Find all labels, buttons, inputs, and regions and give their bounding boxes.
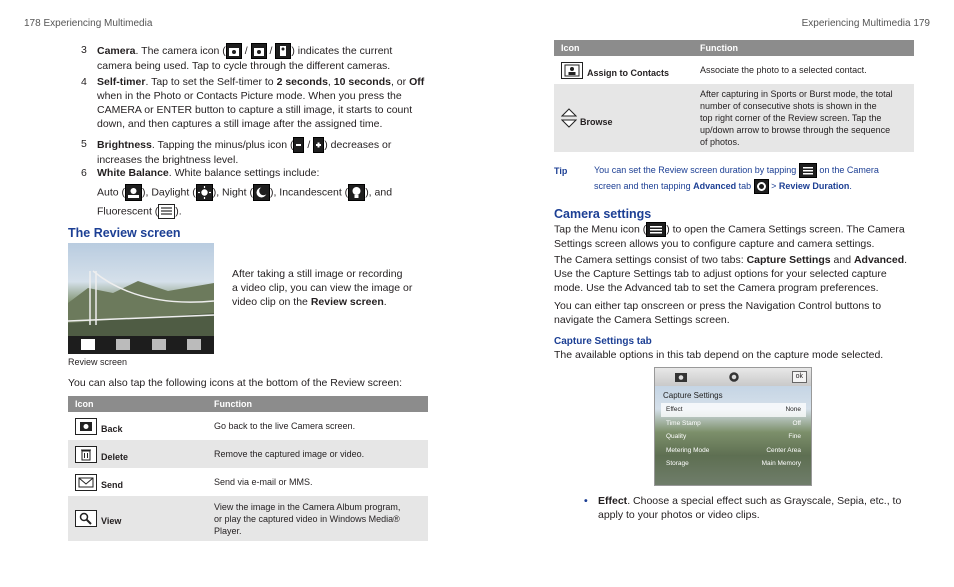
capture-settings-tab-text: The available options in this tab depend on the capture mode selected. — [554, 349, 884, 361]
wb-daylight-icon — [196, 184, 213, 201]
camera-tab-icon — [673, 371, 689, 383]
table-row — [68, 412, 428, 440]
setting-label: Storage — [666, 460, 689, 468]
tip-line: You can set the Review screen duration by tapping — [594, 165, 799, 175]
option-10-seconds: 10 seconds — [333, 76, 391, 88]
capture-settings-bold: Capture Settings — [746, 254, 831, 266]
review-description — [232, 267, 432, 309]
item-number-3: 3 — [81, 44, 87, 56]
camera-front-icon — [275, 43, 291, 59]
function-text: View the image in the Camera Album program, — [214, 501, 401, 512]
table-row — [68, 496, 428, 541]
item-text: ) indicates the current — [291, 44, 393, 57]
item-brightness — [97, 137, 427, 167]
item-title: Self-timer — [97, 76, 146, 88]
view-magnifier-icon — [75, 510, 97, 527]
tip-advanced: Advanced — [693, 181, 737, 192]
para-line: mode. Use the Advanced tab to set the Camera program preferences. — [554, 282, 879, 294]
item-text: down, and then captures a still image after the assigned time. — [97, 118, 383, 130]
para-line: Use the Capture Settings tab to adjust options for your selected capture — [554, 268, 887, 280]
browse-up-down-icon — [561, 108, 577, 128]
tap-icons-text: You can also tap the following icons at the bottom of the Review screen: — [68, 377, 403, 389]
tip-line: screen and then tapping — [594, 181, 694, 192]
function-text: of photos. — [700, 137, 740, 147]
item-text: . The camera icon ( — [135, 44, 226, 57]
wb-label: ), Night ( — [212, 186, 253, 199]
para-line: . — [904, 254, 908, 266]
icon-name-view: View — [101, 516, 122, 526]
table-row — [554, 84, 914, 152]
wb-label: ), Incandescent ( — [269, 186, 349, 199]
para-line: Tap the Menu icon ( — [554, 223, 647, 236]
effect-bold: Effect — [598, 495, 628, 507]
setting-value: Main Memory — [761, 460, 801, 468]
para-line: You can either tap onscreen or press the Navigation Control buttons to — [554, 300, 882, 312]
back-icon — [75, 418, 97, 435]
function-text: Send via e-mail or MMS. — [214, 477, 313, 487]
item-text: increases the brightness level. — [97, 154, 239, 166]
desc-end: . — [383, 296, 387, 308]
camera-second-icon — [251, 43, 267, 59]
camera-main-icon — [226, 43, 242, 59]
table-row — [554, 56, 914, 84]
right-page-header: Experiencing Multimedia 179 — [801, 18, 930, 29]
item-text: CAMERA or ENTER button to capture a still image, it starts to count — [97, 104, 413, 116]
setting-row-time-stamp[interactable] — [661, 417, 806, 431]
setting-value: Off — [792, 419, 801, 427]
gear-tab-icon — [727, 371, 741, 383]
tip-line: tab — [736, 181, 754, 192]
icon-name-send: Send — [101, 479, 124, 490]
review-screen-heading: The Review screen — [68, 226, 181, 240]
screenshot-title: Capture Settings — [663, 391, 723, 400]
navigate-paragraph — [554, 299, 924, 327]
setting-label: Quality — [666, 433, 687, 441]
function-text: Associate the photo to a selected contact. — [700, 65, 867, 75]
minus-icon — [293, 137, 304, 153]
wb-label: ), and — [365, 186, 393, 199]
setting-row-effect[interactable] — [661, 403, 806, 417]
setting-label: Metering Mode — [666, 446, 710, 454]
tip-label: Tip — [554, 166, 568, 176]
item-white-balance — [97, 166, 427, 219]
desc-bold: Review screen — [310, 296, 384, 308]
screenshot-settings-list — [661, 403, 806, 471]
advanced-bold: Advanced — [853, 254, 905, 266]
para-line: The Camera settings consist of two tabs: — [554, 254, 747, 266]
bullet-line: . Choose a special effect such as Grayscale, Sepia, etc., to — [627, 495, 902, 507]
setting-value: Center Area — [766, 446, 801, 454]
item-title: White Balance — [97, 167, 169, 179]
tip-text — [594, 162, 914, 194]
function-text: or play the captured video in Windows Media® — [214, 513, 400, 524]
option-2-seconds: 2 seconds — [276, 76, 328, 88]
item-text: . Tapping the minus/plus icon ( — [151, 138, 294, 151]
setting-label: Time Stamp — [666, 419, 701, 427]
desc-line: a video clip, you can view the image or — [232, 282, 413, 294]
function-text: Player. — [214, 525, 242, 536]
item-number-5: 5 — [81, 138, 87, 150]
item-self-timer — [97, 75, 427, 131]
wb-incandescent-icon — [348, 184, 365, 201]
item-text: . Tap to set the Self-timer to — [145, 76, 277, 88]
desc-line: After taking a still image or recording — [232, 268, 403, 280]
function-text: up/down arrow to browse through the sequence — [700, 125, 891, 135]
icon-name-delete: Delete — [101, 451, 129, 462]
review-screen-caption: Review screen — [68, 357, 128, 367]
function-text: Go back to the live Camera screen. — [214, 421, 356, 431]
function-text: Remove the captured image or video. — [214, 449, 365, 459]
item-number-4: 4 — [81, 76, 87, 88]
review-icons-table-continued — [554, 40, 914, 152]
camera-settings-tabs-paragraph — [554, 253, 924, 295]
separator: , — [327, 76, 334, 88]
bullet-marker: • — [584, 495, 588, 507]
wb-fluorescent-icon — [158, 204, 175, 219]
left-page-header: 178 Experiencing Multimedia — [24, 18, 153, 29]
table-row — [68, 468, 428, 496]
function-text: After capturing in Sports or Burst mode, the total — [700, 89, 893, 99]
setting-row-quality[interactable] — [661, 430, 806, 444]
wb-label: Fluorescent ( — [97, 205, 159, 218]
wb-label: ), Daylight ( — [142, 186, 196, 199]
table-row — [68, 440, 428, 468]
para-line: and — [830, 254, 854, 266]
option-off: Off — [409, 76, 425, 88]
tip-line: on the Camera — [816, 165, 879, 175]
delete-icon — [75, 446, 97, 463]
tip-review-duration: Review Duration — [778, 181, 850, 192]
effect-bullet — [598, 494, 918, 522]
camera-settings-heading: Camera settings — [554, 207, 652, 221]
para-line: ) to open the Camera Settings screen. The Camera — [666, 223, 905, 236]
screenshot-tab-bar — [655, 368, 811, 386]
item-text: when in the Photo or Contacts Picture mode. When you press the — [97, 90, 402, 102]
col-function-header: Function — [207, 396, 428, 412]
function-text: number of consecutive shots is shown in the — [700, 101, 877, 111]
item-text: . White balance settings include: — [168, 167, 320, 179]
capture-settings-tab-heading: Capture Settings tab — [554, 336, 652, 347]
item-camera — [97, 43, 427, 73]
capture-settings-screenshot — [654, 367, 812, 486]
icon-name-assign-to-contacts: Assign to Contacts — [587, 67, 670, 78]
setting-value: Fine — [788, 433, 801, 441]
assign-contact-icon — [561, 62, 583, 79]
icon-name-browse: Browse — [580, 117, 613, 127]
tip-line: . — [849, 181, 852, 192]
ok-button[interactable]: ok — [792, 371, 807, 383]
gear-icon — [754, 179, 769, 194]
col-icon-header: Icon — [68, 396, 207, 412]
bullet-line: apply to your photos or video clips. — [598, 509, 760, 521]
separator: / — [304, 138, 314, 151]
wb-label: ). — [175, 205, 182, 218]
desc-line: video clip on the — [232, 296, 311, 308]
separator: / — [241, 44, 251, 57]
item-title: Camera — [97, 44, 136, 57]
function-text: top right corner of the Review screen. Tap the — [700, 113, 882, 123]
icon-name-back: Back — [101, 423, 123, 434]
review-icons-table — [68, 396, 428, 541]
wb-auto-icon — [125, 184, 142, 201]
wb-label: Auto ( — [97, 186, 126, 199]
camera-settings-intro — [554, 222, 924, 251]
setting-label: Effect — [666, 406, 683, 413]
plus-icon — [313, 137, 324, 153]
col-function-header: Function — [693, 40, 914, 56]
setting-row-metering-mode[interactable] — [661, 444, 806, 458]
item-text: camera being used. Tap to cycle through the different cameras. — [97, 60, 391, 72]
tip-line: > — [768, 181, 779, 192]
item-number-6: 6 — [81, 167, 87, 179]
setting-value: None — [785, 406, 801, 413]
menu-icon — [799, 163, 817, 178]
item-text: ) decreases or — [324, 138, 392, 151]
wb-night-icon — [253, 184, 270, 201]
item-title: Brightness — [97, 138, 152, 151]
separator: , or — [390, 76, 410, 88]
col-icon-header: Icon — [554, 40, 693, 56]
setting-row-storage[interactable] — [661, 457, 806, 471]
send-envelope-icon — [75, 474, 97, 491]
review-screen-image — [68, 243, 214, 354]
para-line: navigate the Camera Settings screen. — [554, 314, 730, 326]
menu-icon — [646, 222, 666, 237]
para-line: Settings screen allows you to configure capture and camera settings. — [554, 238, 875, 250]
separator: / — [266, 44, 276, 57]
